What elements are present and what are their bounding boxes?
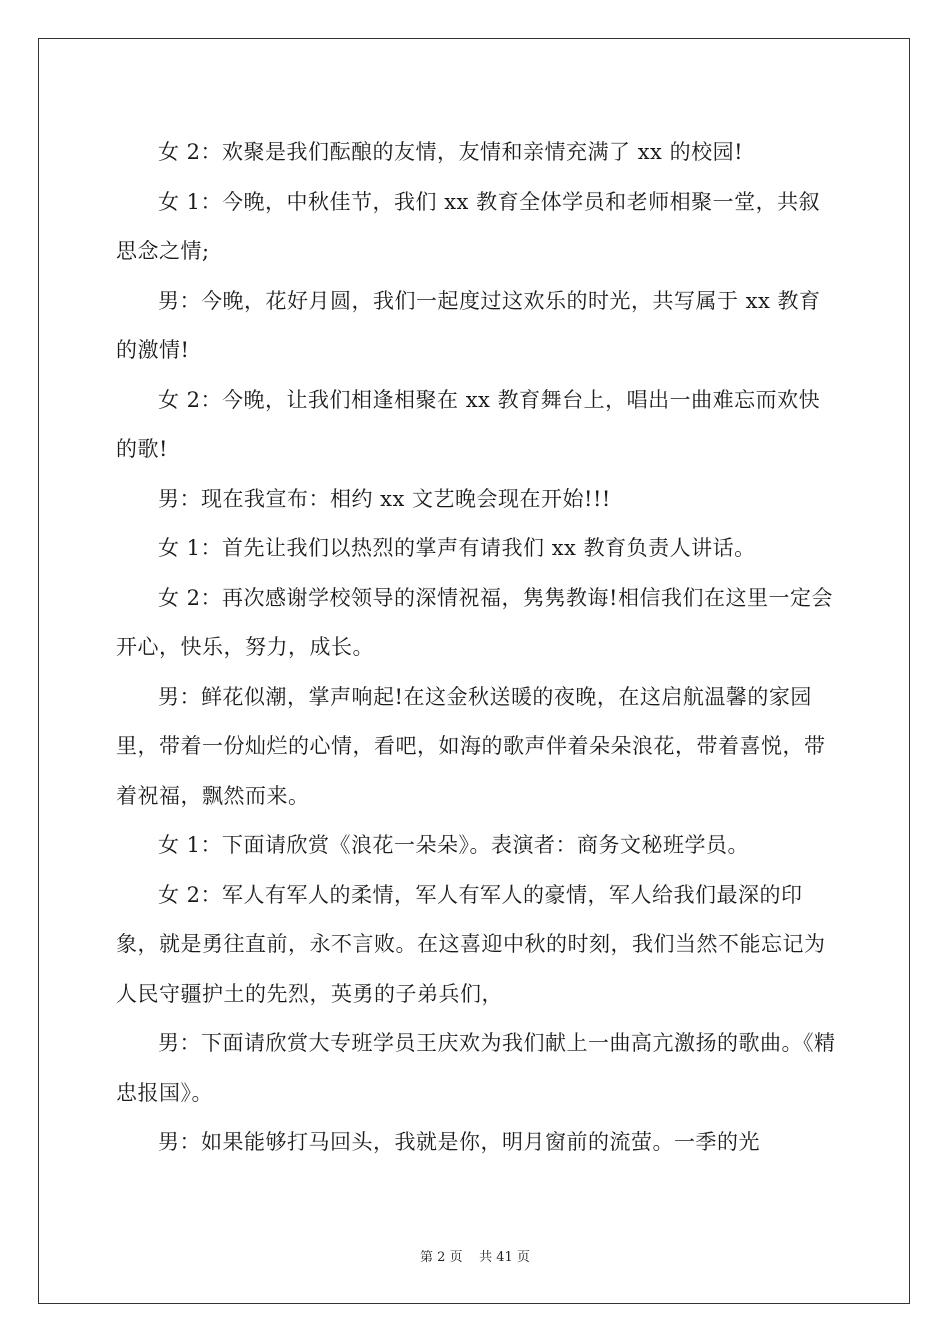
paragraph: 女 2：再次感谢学校领导的深情祝福，隽隽教诲!相信我们在这里一定会开心，快乐，努力，成长。 xyxy=(116,585,833,659)
paragraph: 女 1：首先让我们以热烈的掌声有请我们 xx 教育负责人讲话。 xyxy=(158,536,756,560)
paragraph: 男：今晚，花好月圆，我们一起度过这欢乐的时光，共写属于 xx 教育的激情! xyxy=(116,288,821,362)
page-total: 共 41 页 xyxy=(479,1250,530,1265)
page-number: 第 2 页 xyxy=(420,1250,463,1265)
page-footer xyxy=(0,1246,950,1265)
paragraph: 女 2：欢聚是我们酝酿的友情，友情和亲情充满了 xx 的校园! xyxy=(158,140,744,164)
paragraph: 女 2：军人有军人的柔情，军人有军人的豪情，军人给我们最深的印象，就是勇往直前，永不言败。在这喜迎中秋的时刻，我们当然不能忘记为人民守疆护土的先烈，英勇的子弟兵们， xyxy=(116,882,826,1006)
paragraph: 男：鲜花似潮，掌声响起!在这金秋送暖的夜晚，在这启航温馨的家园里，带着一份灿烂的心情，看吧，如海的歌声伴着朵朵浪花，带着喜悦，带着祝福，飘然而来。 xyxy=(116,684,826,808)
paragraph: 女 1：下面请欣赏《浪花一朵朵》。表演者：商务文秘班学员。 xyxy=(158,833,750,857)
paragraph: 女 1：今晚，中秋佳节，我们 xx 教育全体学员和老师相聚一堂，共叙思念之情; xyxy=(116,189,821,263)
paragraph: 男：现在我宣布：相约 xx 文艺晚会现在开始!!! xyxy=(158,486,611,511)
paragraph: 男：下面请欣赏大专班学员王庆欢为我们献上一曲高亢激扬的歌曲。《精忠报国》。 xyxy=(116,1031,836,1105)
paragraph: 女 2：今晚，让我们相逢相聚在 xx 教育舞台上，唱出一曲难忘而欢快的歌! xyxy=(116,387,821,461)
document-body xyxy=(116,128,836,1168)
paragraph: 男：如果能够打马回头，我就是你，明月窗前的流萤。一季的光 xyxy=(158,1130,760,1154)
